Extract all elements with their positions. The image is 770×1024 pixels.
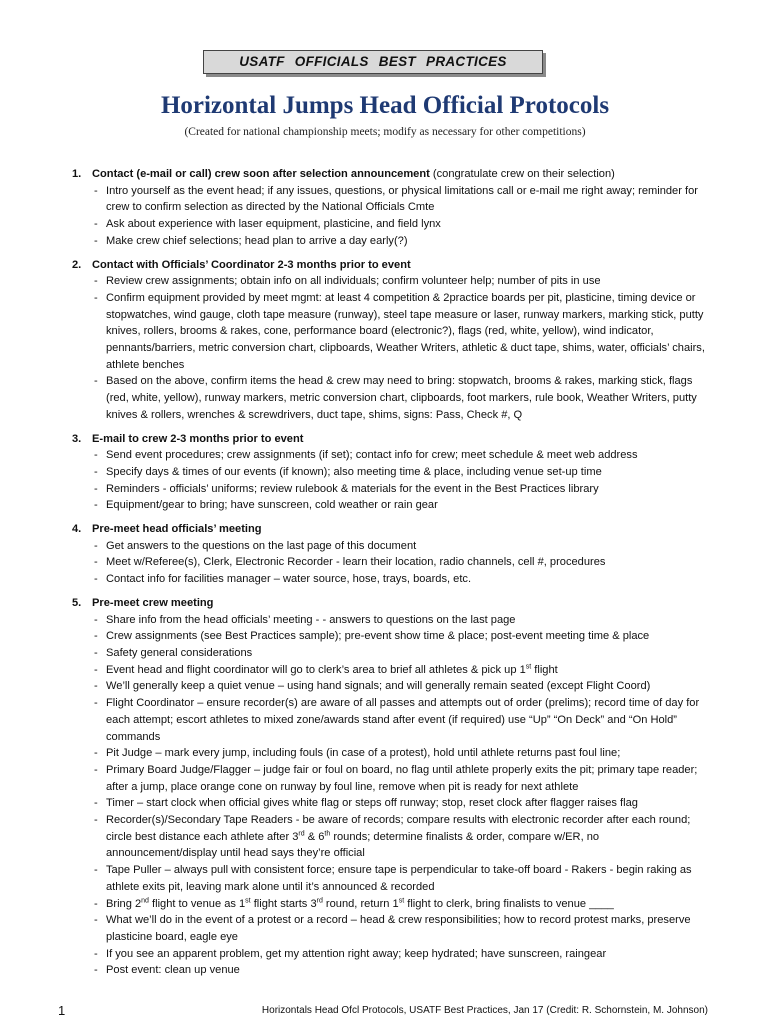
list-item: - Make crew chief selections; head plan to arrive a day early(?) xyxy=(94,234,408,247)
list-item: - Based on the above, confirm items the head & crew may need to bring: stopwatch, brooms & rakes, marking stick, flags (red, white, yellow), runway markers, metric conversion chart, clipboards, foot markers, rule book, Weather Writers, putty knives & rollers, wrenches & screwdrivers, duct tape, shims, signs: Pass, Check #, Q xyxy=(94,375,697,421)
list-item: - Ask about experience with laser equipment, plasticine, and field lynx xyxy=(94,218,441,231)
list-item: - Send event procedures; crew assignments (if set); contact info for crew; meet schedule & meet web address xyxy=(94,449,638,462)
footer-credit: Horizontals Head Ofcl Protocols, USATF Best Practices, Jan 17 (Credit: R. Schornstein, M. Johnson) xyxy=(261,1005,708,1016)
list-item: - Equipment/gear to bring; have sunscreen, cold weather or rain gear xyxy=(94,499,438,512)
list-item: - Event head and flight coordinator will go to clerk’s area to brief all athletes & pick up 1st flight xyxy=(94,663,558,676)
section-heading: Contact with Officials’ Coordinator 2-3 months prior to event xyxy=(92,258,411,271)
list-item: - Contact info for facilities manager – water source, hose, trays, boards, etc. xyxy=(94,573,472,586)
banner: USATF OFFICIALS BEST PRACTICES xyxy=(203,50,543,74)
protocol-list xyxy=(72,166,712,986)
list-item: - Flight Coordinator – ensure recorder(s) are aware of all passes and attempts out of order (prelims); record time of day for each attempt; escort athletes to mixed zone/awards stand after event (if required) use “Up” “On Deck” and “On Hold” commands xyxy=(94,697,700,743)
list-item: - Pit Judge – mark every jump, including fouls (in case of a protest), hold until athlete returns past foul line; xyxy=(94,747,621,760)
section-heading: E-mail to crew 2-3 months prior to event xyxy=(92,432,304,445)
list-item: - Timer – start clock when official gives white flag or steps off runway; stop, reset clock after flagger raises flag xyxy=(94,797,638,810)
page-number: 1 xyxy=(58,1003,66,1018)
list-item: - Meet w/Referee(s), Clerk, Electronic Recorder - learn their location, radio channels, cell #, procedures xyxy=(94,556,606,569)
section-number: 4. xyxy=(72,523,82,536)
list-item: - If you see an apparent problem, get my attention right away; keep hydrated; have sunscreen, raingear xyxy=(94,947,607,960)
list-item: - Intro yourself as the event head; if any issues, questions, or physical limitations call or e-mail me right away; reminder for crew to confirm selection as directed by the National Officials Cmte xyxy=(94,184,698,214)
list-item: - Confirm equipment provided by meet mgmt: at least 4 competition & 2practice boards per pit, plasticine, timing device or stopwatches, wind gauge, cloth tape measure (runway), steel tape measure or laser, runway markers, marking stick, putty knives, rollers, brooms & rakes, cone, performance board (electronic?), flags (red, white, yellow), wind indicator, pennants/barriers, metric conversion chart, clipboards, Weather Writers, athletic & duct tape, shims, water, officials’ chairs, athlete benches xyxy=(94,291,705,371)
section-5 xyxy=(72,595,712,979)
list-item: - What we’ll do in the event of a protest or a record – head & crew responsibilities; how to record protest marks, preserve plasticine board, eagle eye xyxy=(94,914,691,943)
section-number: 2. xyxy=(72,258,82,271)
list-item: - Safety general considerations xyxy=(94,646,253,659)
list-item: - We’ll generally keep a quiet venue – using hand signals; and will generally remain seated (except Flight Coord) xyxy=(94,680,651,693)
section-2 xyxy=(72,257,712,424)
list-item: - Crew assignments (see Best Practices sample); pre-event show time & place; post-event meeting time & place xyxy=(94,630,650,643)
list-item: - Specify days & times of our events (if known); also meeting time & place, including venue set-up time xyxy=(94,465,602,478)
section-3 xyxy=(72,431,712,515)
list-item: - Post event: clean up venue xyxy=(94,964,240,977)
page-title: Horizontal Jumps Head Official Protocols xyxy=(160,92,610,119)
section-1 xyxy=(72,166,712,250)
list-item: - Reminders - officials’ uniforms; review rulebook & materials for the event in the Best Practices library xyxy=(94,482,599,495)
section-4 xyxy=(72,521,712,588)
section-heading: Pre-meet head officials’ meeting xyxy=(92,523,262,536)
list-item: - Get answers to the questions on the last page of this document xyxy=(94,539,417,552)
section-number: 3. xyxy=(72,432,82,445)
page-subtitle: (Created for national championship meets; modify as necessary for other competitions) xyxy=(184,126,586,138)
section-heading-note: (congratulate crew on their selection) xyxy=(429,168,615,180)
section-number: 5. xyxy=(72,596,82,609)
section-heading: Pre-meet crew meeting xyxy=(92,596,214,609)
list-item: - Review crew assignments; obtain info on all individuals; confirm volunteer help; number of pits in use xyxy=(94,275,601,288)
section-number: 1. xyxy=(72,168,82,180)
list-item: - Primary Board Judge/Flagger – judge fair or foul on board, no flag until athlete properly exits the pit; primary tape reader; after a jump, place orange cone on runway by foul line, remove when pit is ready for next athlete xyxy=(94,763,698,793)
list-item: - Tape Puller – always pull with consistent force; ensure tape is perpendicular to take-off board - Rakers - begin raking as athlete exits pit, leaving mark alone until it’s announced & recorded xyxy=(94,864,692,893)
list-item: - Bring 2nd flight to venue as 1st flight starts 3rd round, return 1st flight to clerk, bring finalists to venue ____ xyxy=(94,896,614,910)
list-item: - Recorder(s)/Secondary Tape Readers - be aware of records; compare results with electronic recorder after each round; circle best distance each athlete after 3rd & 6th rounds; determine finalists & order, compare w/ER, no announcement/display until head says they’re official xyxy=(94,814,691,860)
list-item: - Share info from the head officials’ meeting - - answers to questions on the last page xyxy=(94,613,516,626)
section-heading: Contact (e-mail or call) crew soon after selection announcement xyxy=(92,168,430,180)
